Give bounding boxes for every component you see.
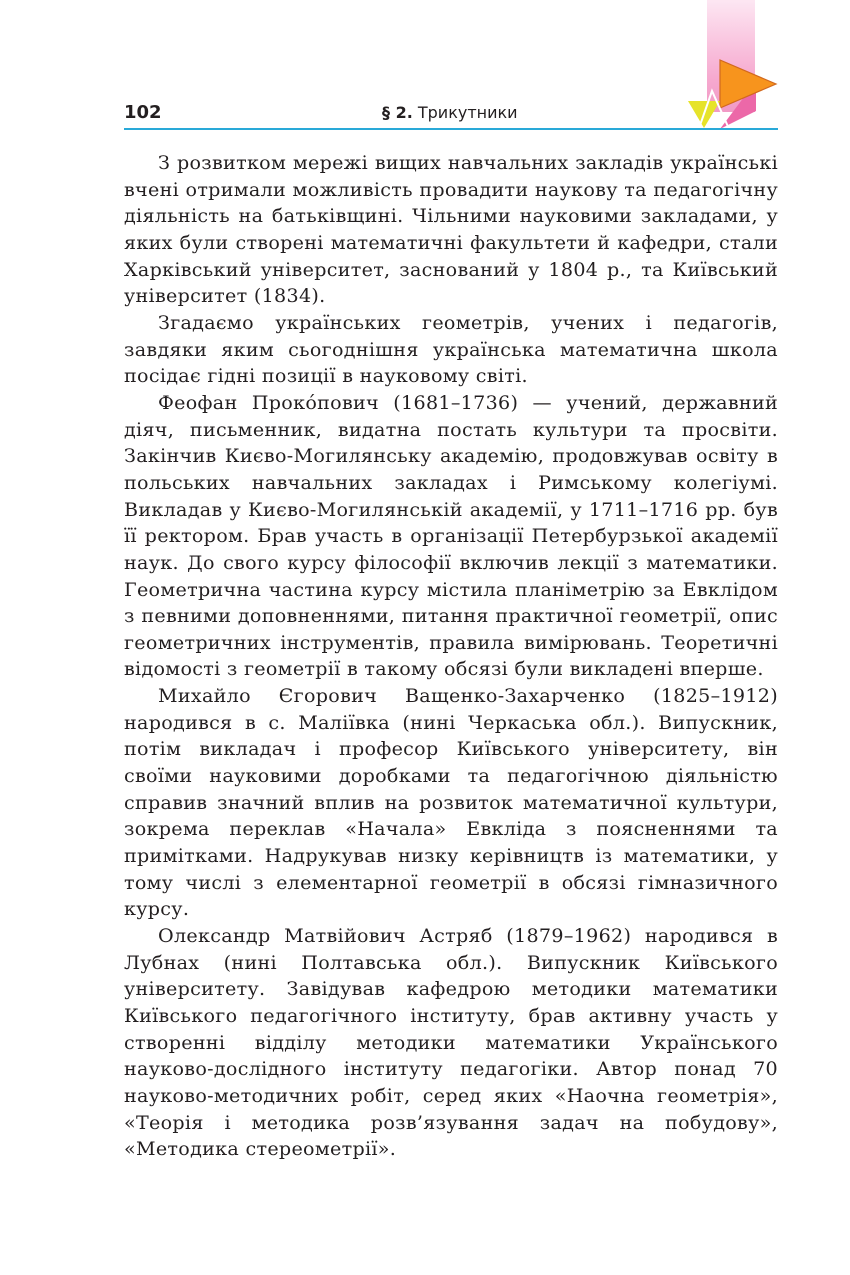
section-title: Трикутники bbox=[417, 103, 518, 122]
header-rule bbox=[124, 128, 778, 130]
section-marker: § 2. bbox=[382, 103, 413, 122]
page-body bbox=[124, 150, 778, 1163]
paragraph-universities: З розвитком мережі вищих навчальних закладів українські вчені отримали можливість провадити наукову та педагогічну діяльність на батьківщині. Чільними науковими закладами, у яких були створені математичні факультети й кафедри, стали Харківський університет, заснований у 1804 р., та Київський університет (1834). bbox=[124, 151, 778, 308]
paragraph-vashchenko-zakharchenko: Михайло Єгорович Ващенко-Захарченко (1825–1912) народився в с. Маліївка (нині Черкаська обл.). Випускник, потім викладач і професор Київського університету, він своїми науковими доробками та педагогічною діяльністю справив значний вплив на розвиток математичної культури, зокрема переклав «Начала» Евкліда з поясненнями та примітками. Надрукував низку керівництв із математики, у тому числі з елементарної геометрії в обсязі гімназичного курсу. bbox=[124, 684, 778, 921]
paragraph-astriab: Олександр Матвійович Астряб (1879–1962) народився в Лубнах (нині Полтавська обл.). Випускник Київського університету. Завідував кафедрою методики математики Київського педагогічного інституту, брав активну участь у створенні відділу методики математики Українського науково-дослідного інституту педагогіки. Автор понад 70 науково-методичних робіт, серед яких «Наочна геометрія», «Теорія і методика розв’язування задач на побудову», «Методика стереометрії». bbox=[124, 924, 778, 1161]
page-number: 102 bbox=[124, 102, 162, 123]
decorative-triangles-icon bbox=[684, 55, 784, 135]
paragraph-geometers-intro: Згадаємо українських геометрів, учених і педагогів, завдяки яким сьогоднішня українська математична школа посідає гідні позиції в науковому світі. bbox=[124, 310, 778, 388]
paragraph-prokopovych: Феофан Прокóпович (1681–1736) — учений, державний діяч, письменник, видатна постать культури та просвіти. Закінчив Києво-Могилянську академію, продовжував освіту в польських навчальних закладах і Римському колегіумі. Викладав у Києво-Могилянській академії, у 1711–1716 рр. був її ректором. Брав участь в організації Петербурзької академії наук. До свого курсу філософії включив лекції з математики. Геометрична частина курсу містила планіметрію за Евклідом з певними доповненнями, питання практичної геометрії, опис геометричних інструментів, правила вимірювань. Теоретичні відомості з геометрії в такому обсязі були викладені вперше. bbox=[124, 390, 778, 681]
page-header bbox=[124, 100, 778, 128]
section-heading bbox=[382, 103, 518, 122]
